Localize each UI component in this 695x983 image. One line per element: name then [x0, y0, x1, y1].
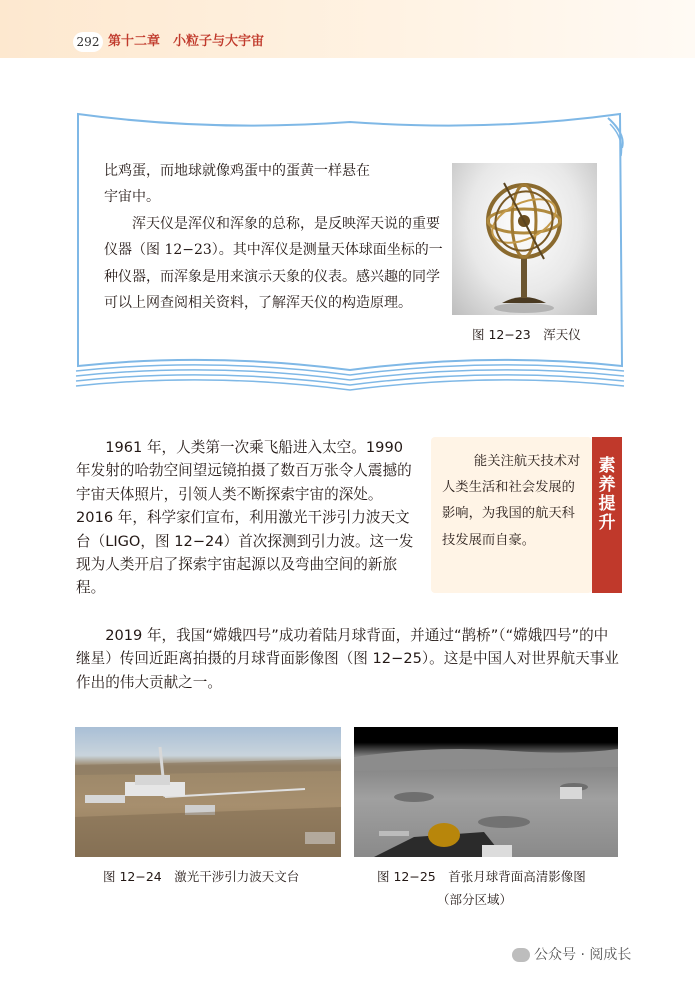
- page-header: [0, 0, 695, 58]
- book-paragraph: 浑天仪是浑仪和浑象的总称，是反映浑天说的重要仪器（图 12−23）。其中浑仪是测量天体球面坐标的一种仪器，而浑象是用来演示天象的仪表。感兴趣的同学可以上网查阅相关资料，了解浑天仪的构造原理。: [104, 215, 443, 312]
- sidebar-text: 能关注航天技术对人类生活和社会发展的影响，为我国的航天科技发展而自豪。: [442, 454, 581, 548]
- figure-12-23-caption: 图 12−23 浑天仪: [472, 327, 581, 342]
- armillary-sphere-image: [452, 163, 597, 315]
- figure-12-24-caption: 图 12−24 激光干涉引力波天文台: [103, 869, 300, 884]
- main-paragraph-2: [76, 624, 622, 694]
- chapter-title: 第十二章 小粒子与大宇宙: [108, 34, 265, 49]
- main-paragraph-2-text: 2019 年，我国“嫦娥四号”成功着陆月球背面，并通过“鹊桥”（“嫦娥四号”的中继星）传回近距离拍摄的月球背面影像图（图 12−25）。这是中国人对世界航天事业作出的伟大贡献之一。: [76, 627, 619, 691]
- literacy-tag: [592, 437, 622, 593]
- ligo-image: [75, 727, 341, 857]
- tag-char-3: 提: [598, 494, 616, 514]
- book-text: [104, 158, 444, 316]
- tag-char-1: 素: [598, 456, 616, 476]
- main-paragraph-1-text: 1961 年，人类第一次乘飞船进入太空。1990 年发射的哈勃空间望远镜拍摄了数百万张令人震撼的宇宙天体照片，引领人类不断探索宇宙的深处。2016 年，科学家们宣布，利用激光干涉引力波天文台（LIGO，图 12−24）首次探测到引力波。这一发现为人类开启了探索宇宙起源以及弯曲空间的新旅程。: [76, 439, 414, 597]
- moon-far-side-image: [354, 727, 618, 857]
- book-line-1: 比鸡蛋，而地球就像鸡蛋中的蛋黄一样悬在: [104, 163, 370, 179]
- tag-char-4: 升: [598, 513, 616, 533]
- wechat-icon: [512, 948, 530, 962]
- figure-12-25-caption-sub: （部分区域）: [437, 892, 513, 907]
- tag-char-2: 养: [598, 475, 616, 495]
- watermark: [512, 944, 631, 964]
- watermark-text: 公众号 · 阅成长: [534, 947, 632, 963]
- page-number: 292: [73, 32, 103, 52]
- book-line-2: 宇宙中。: [104, 189, 160, 206]
- main-paragraph-1: [76, 436, 416, 600]
- figure-12-25-caption: 图 12−25 首张月球背面高清影像图: [377, 869, 586, 884]
